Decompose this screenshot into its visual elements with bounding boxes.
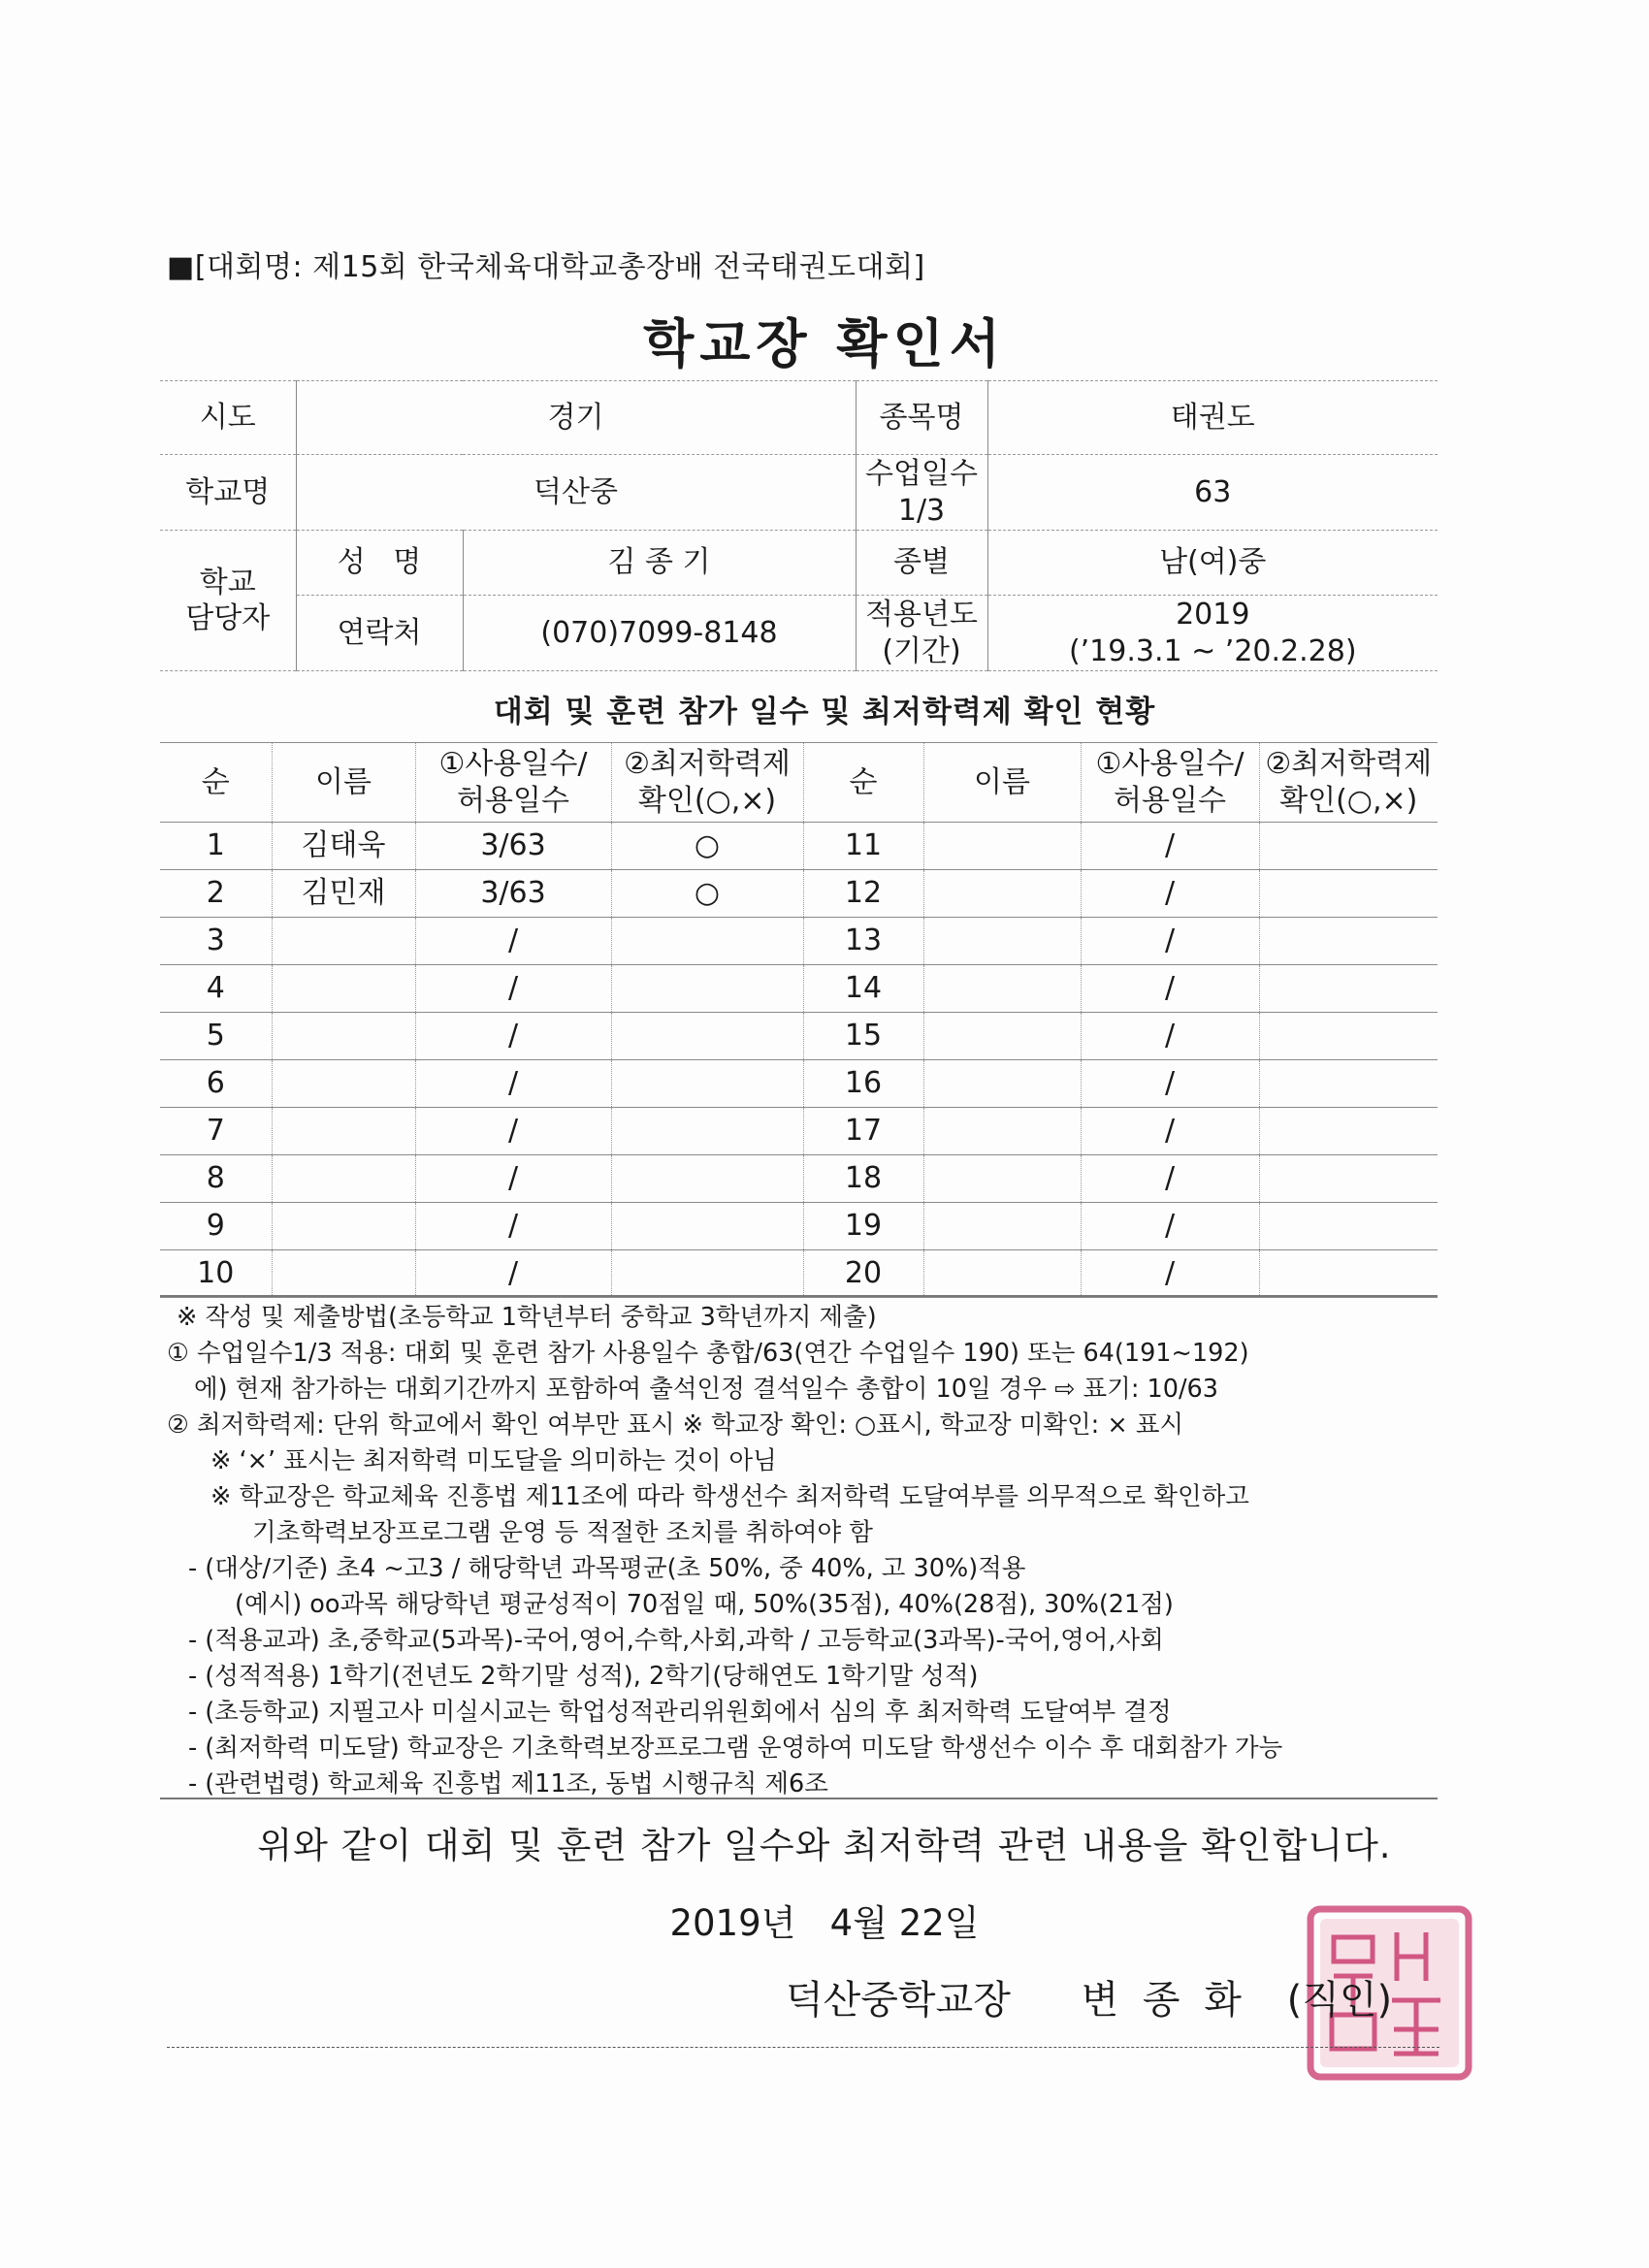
note-line: ※ ‘×’ 표시는 최저학력 미도달을 의미하는 것이 아님	[210, 1446, 777, 1475]
student-name-left	[272, 1155, 415, 1203]
student-name-right	[923, 918, 1081, 965]
days-value: 63	[987, 455, 1438, 531]
student-name-right	[923, 870, 1081, 918]
year-label-line2: (기간)	[882, 633, 961, 668]
min-grade-check-right	[1259, 965, 1438, 1013]
header-check-left	[611, 743, 803, 823]
header-check-line2: 확인(○,×)	[637, 783, 777, 818]
used-days-left: /	[415, 1203, 611, 1250]
student-name-left	[272, 965, 415, 1013]
student-name-right	[923, 1250, 1081, 1298]
phone-label: 연락처	[296, 596, 463, 671]
header-check-line2: 확인(○,×)	[1279, 783, 1418, 818]
table-row	[160, 1155, 1438, 1203]
student-name-right	[923, 823, 1081, 870]
used-days-left: /	[415, 965, 611, 1013]
used-days-left: /	[415, 1060, 611, 1108]
used-days-right: /	[1081, 1108, 1259, 1155]
student-name-left	[272, 1108, 415, 1155]
row-no-right: 11	[803, 823, 923, 870]
instructions	[167, 1300, 1447, 1802]
min-grade-check-right	[1259, 870, 1438, 918]
signature-block	[786, 1969, 1392, 2025]
used-days-left: /	[415, 1013, 611, 1060]
student-name-left: 김태욱	[272, 823, 415, 870]
header-days-left	[415, 743, 611, 823]
phone-value: (070)7099-8148	[463, 596, 856, 671]
used-days-right: /	[1081, 965, 1259, 1013]
used-days-right: /	[1081, 918, 1259, 965]
min-grade-check-right	[1259, 1013, 1438, 1060]
header-name-right: 이름	[923, 743, 1081, 823]
note-line: ① 수업일수1/3 적용: 대회 및 훈련 참가 사용일수 총합/63(연간 수업일수 190) 또는 64(191~192)	[167, 1339, 1249, 1368]
name-label: 성 명	[296, 531, 463, 596]
table-body	[160, 823, 1438, 1298]
used-days-left: /	[415, 1250, 611, 1298]
note-line: - (적용교과) 초,중학교(5과목)-국어,영어,수학,사회,과학 / 고등학교(3과목)-국어,영어,사회	[188, 1626, 1164, 1655]
student-name-right	[923, 1155, 1081, 1203]
divider-bottom	[160, 1798, 1438, 1799]
note-line: - (관련법령) 학교체육 진흥법 제11조, 동법 시행규칙 제6조	[188, 1769, 828, 1798]
student-name-left	[272, 1060, 415, 1108]
min-grade-check-right	[1259, 1203, 1438, 1250]
min-grade-check-left	[611, 918, 803, 965]
note-line: ※ 작성 및 제출방법(초등학교 1학년부터 중학교 3학년까지 제출)	[177, 1303, 877, 1332]
min-grade-check-right	[1259, 1060, 1438, 1108]
min-grade-check-left	[611, 1155, 803, 1203]
signer-school: 덕산중학교장	[786, 1978, 1011, 2023]
days-label-line1: 수업일수	[865, 457, 978, 491]
min-grade-check-right	[1259, 1108, 1438, 1155]
status-subtitle: 대회 및 훈련 참가 일수 및 최저학력제 확인 현황	[493, 695, 1156, 729]
row-no-right: 19	[803, 1203, 923, 1250]
participation-table	[160, 742, 1438, 1298]
table-header-row	[160, 743, 1438, 823]
table-row	[160, 1060, 1438, 1108]
min-grade-check-right	[1259, 1250, 1438, 1298]
note-line: - (최저학력 미도달) 학교장은 기초학력보장프로그램 운영하여 미도달 학생선수 이수 후 대회참가 가능	[188, 1733, 1283, 1763]
sido-label: 시도	[160, 381, 296, 455]
issue-date: 2019년 4월 22일	[669, 1902, 980, 1944]
note-line: ※ 학교장은 학교체육 진흥법 제11조에 따라 학생선수 최저학력 도달여부를 의무적으로 확인하고	[210, 1482, 1249, 1511]
row-no-left: 9	[160, 1203, 272, 1250]
used-days-right: /	[1081, 1060, 1259, 1108]
used-days-right: /	[1081, 1013, 1259, 1060]
row-no-right: 13	[803, 918, 923, 965]
min-grade-check-left	[611, 1013, 803, 1060]
year-label-line1: 적용년도	[865, 598, 978, 632]
row-no-left: 4	[160, 965, 272, 1013]
header-no-left: 순	[160, 743, 272, 823]
note-line: - (대상/기준) 초4 ~고3 / 해당학년 과목평균(초 50%, 중 40%, 고 30%)적용	[188, 1554, 1026, 1583]
year-value-line2: (’19.3.1 ~ ’20.2.28)	[1068, 633, 1357, 668]
min-grade-check-left	[611, 965, 803, 1013]
row-no-left: 3	[160, 918, 272, 965]
row-no-right: 16	[803, 1060, 923, 1108]
row-no-left: 2	[160, 870, 272, 918]
row-no-left: 7	[160, 1108, 272, 1155]
min-grade-check-right	[1259, 823, 1438, 870]
student-name-right	[923, 1060, 1081, 1108]
info-table	[160, 380, 1438, 671]
student-name-right	[923, 965, 1081, 1013]
contact-group-line1: 학교	[199, 565, 256, 599]
days-label	[856, 455, 987, 531]
type-value: 남(여)중	[987, 531, 1438, 596]
header-days-line2: 허용일수	[457, 783, 569, 818]
student-name-right	[923, 1203, 1081, 1250]
row-no-left: 8	[160, 1155, 272, 1203]
name-value: 김 종 기	[463, 531, 856, 596]
seal-mark: (직인)	[1286, 1978, 1393, 2023]
days-label-line2: 1/3	[897, 493, 946, 528]
header-days-line1: ①사용일수/	[438, 747, 588, 781]
table-row	[160, 1203, 1438, 1250]
row-no-right: 15	[803, 1013, 923, 1060]
row-no-left: 6	[160, 1060, 272, 1108]
row-no-right: 12	[803, 870, 923, 918]
table-row	[160, 1250, 1438, 1298]
contest-heading: ■[대회명: 제15회 한국체육대학교총장배 전국태권도대회]	[167, 250, 925, 284]
divider-top	[160, 1295, 1438, 1297]
used-days-right: /	[1081, 823, 1259, 870]
used-days-left: /	[415, 1108, 611, 1155]
min-grade-check-left	[611, 1203, 803, 1250]
min-grade-check-left: ○	[611, 870, 803, 918]
note-line: 기초학력보장프로그램 운영 등 적절한 조치를 취하여야 함	[252, 1518, 873, 1547]
note-line: ② 최저학력제: 단위 학교에서 확인 여부만 표시 ※ 학교장 확인: ○표시, 학교장 미확인: × 표시	[167, 1410, 1184, 1440]
contact-group-label	[160, 531, 296, 671]
header-check-right	[1259, 743, 1438, 823]
note-line: 에) 현재 참가하는 대회기간까지 포함하여 출석인정 결석일수 총합이 10일 경우 ⇨ 표기: 10/63	[194, 1375, 1218, 1404]
table-row	[160, 1013, 1438, 1060]
signature-line	[167, 2047, 1439, 2048]
signer-name: 변 종 화	[1081, 1978, 1247, 2023]
header-days-line1: ①사용일수/	[1095, 747, 1245, 781]
event-value: 태권도	[987, 381, 1438, 455]
used-days-left: /	[415, 1155, 611, 1203]
contact-group-line2: 담당자	[185, 601, 271, 635]
header-days-right	[1081, 743, 1259, 823]
min-grade-check-left	[611, 1108, 803, 1155]
header-days-line2: 허용일수	[1114, 783, 1226, 818]
student-name-right	[923, 1108, 1081, 1155]
confirmation-statement: 위와 같이 대회 및 훈련 참가 일수와 최저학력 관련 내용을 확인합니다.	[257, 1825, 1392, 1866]
min-grade-check-left: ○	[611, 823, 803, 870]
used-days-left: 3/63	[415, 823, 611, 870]
school-label: 학교명	[160, 455, 296, 531]
table-row	[160, 823, 1438, 870]
year-value	[987, 596, 1438, 671]
table-row	[160, 918, 1438, 965]
header-check-line1: ②최저학력제	[624, 747, 791, 781]
student-name-left	[272, 918, 415, 965]
min-grade-check-right	[1259, 1155, 1438, 1203]
row-no-right: 17	[803, 1108, 923, 1155]
event-label: 종목명	[856, 381, 987, 455]
table-row	[160, 1108, 1438, 1155]
sido-value: 경기	[296, 381, 856, 455]
student-name-left	[272, 1250, 415, 1298]
min-grade-check-left	[611, 1060, 803, 1108]
header-name-left: 이름	[272, 743, 415, 823]
used-days-left: /	[415, 918, 611, 965]
used-days-left: 3/63	[415, 870, 611, 918]
note-line: - (초등학교) 지필고사 미실시교는 학업성적관리위원회에서 심의 후 최저학력 도달여부 결정	[188, 1698, 1172, 1727]
type-label: 종별	[856, 531, 987, 596]
note-line: (예시) oo과목 해당학년 평균성적이 70점일 때, 50%(35점), 40%(28점), 30%(21점)	[235, 1590, 1174, 1619]
header-no-right: 순	[803, 743, 923, 823]
min-grade-check-right	[1259, 918, 1438, 965]
row-no-left: 10	[160, 1250, 272, 1298]
used-days-right: /	[1081, 1250, 1259, 1298]
row-no-left: 1	[160, 823, 272, 870]
student-name-left: 김민재	[272, 870, 415, 918]
row-no-left: 5	[160, 1013, 272, 1060]
min-grade-check-left	[611, 1250, 803, 1298]
used-days-right: /	[1081, 1203, 1259, 1250]
header-check-line1: ②최저학력제	[1265, 747, 1433, 781]
row-no-right: 20	[803, 1250, 923, 1298]
year-value-line1: 2019	[1176, 598, 1250, 632]
note-line: - (성적적용) 1학기(전년도 2학기말 성적), 2학기(당해연도 1학기말 성적)	[188, 1662, 979, 1691]
student-name-left	[272, 1203, 415, 1250]
student-name-right	[923, 1013, 1081, 1060]
school-value: 덕산중	[296, 455, 856, 531]
row-no-right: 14	[803, 965, 923, 1013]
table-row	[160, 870, 1438, 918]
used-days-right: /	[1081, 870, 1259, 918]
document-title: 학교장 확인서	[643, 313, 1006, 374]
year-label	[856, 596, 987, 671]
used-days-right: /	[1081, 1155, 1259, 1203]
table-row	[160, 965, 1438, 1013]
student-name-left	[272, 1013, 415, 1060]
row-no-right: 18	[803, 1155, 923, 1203]
